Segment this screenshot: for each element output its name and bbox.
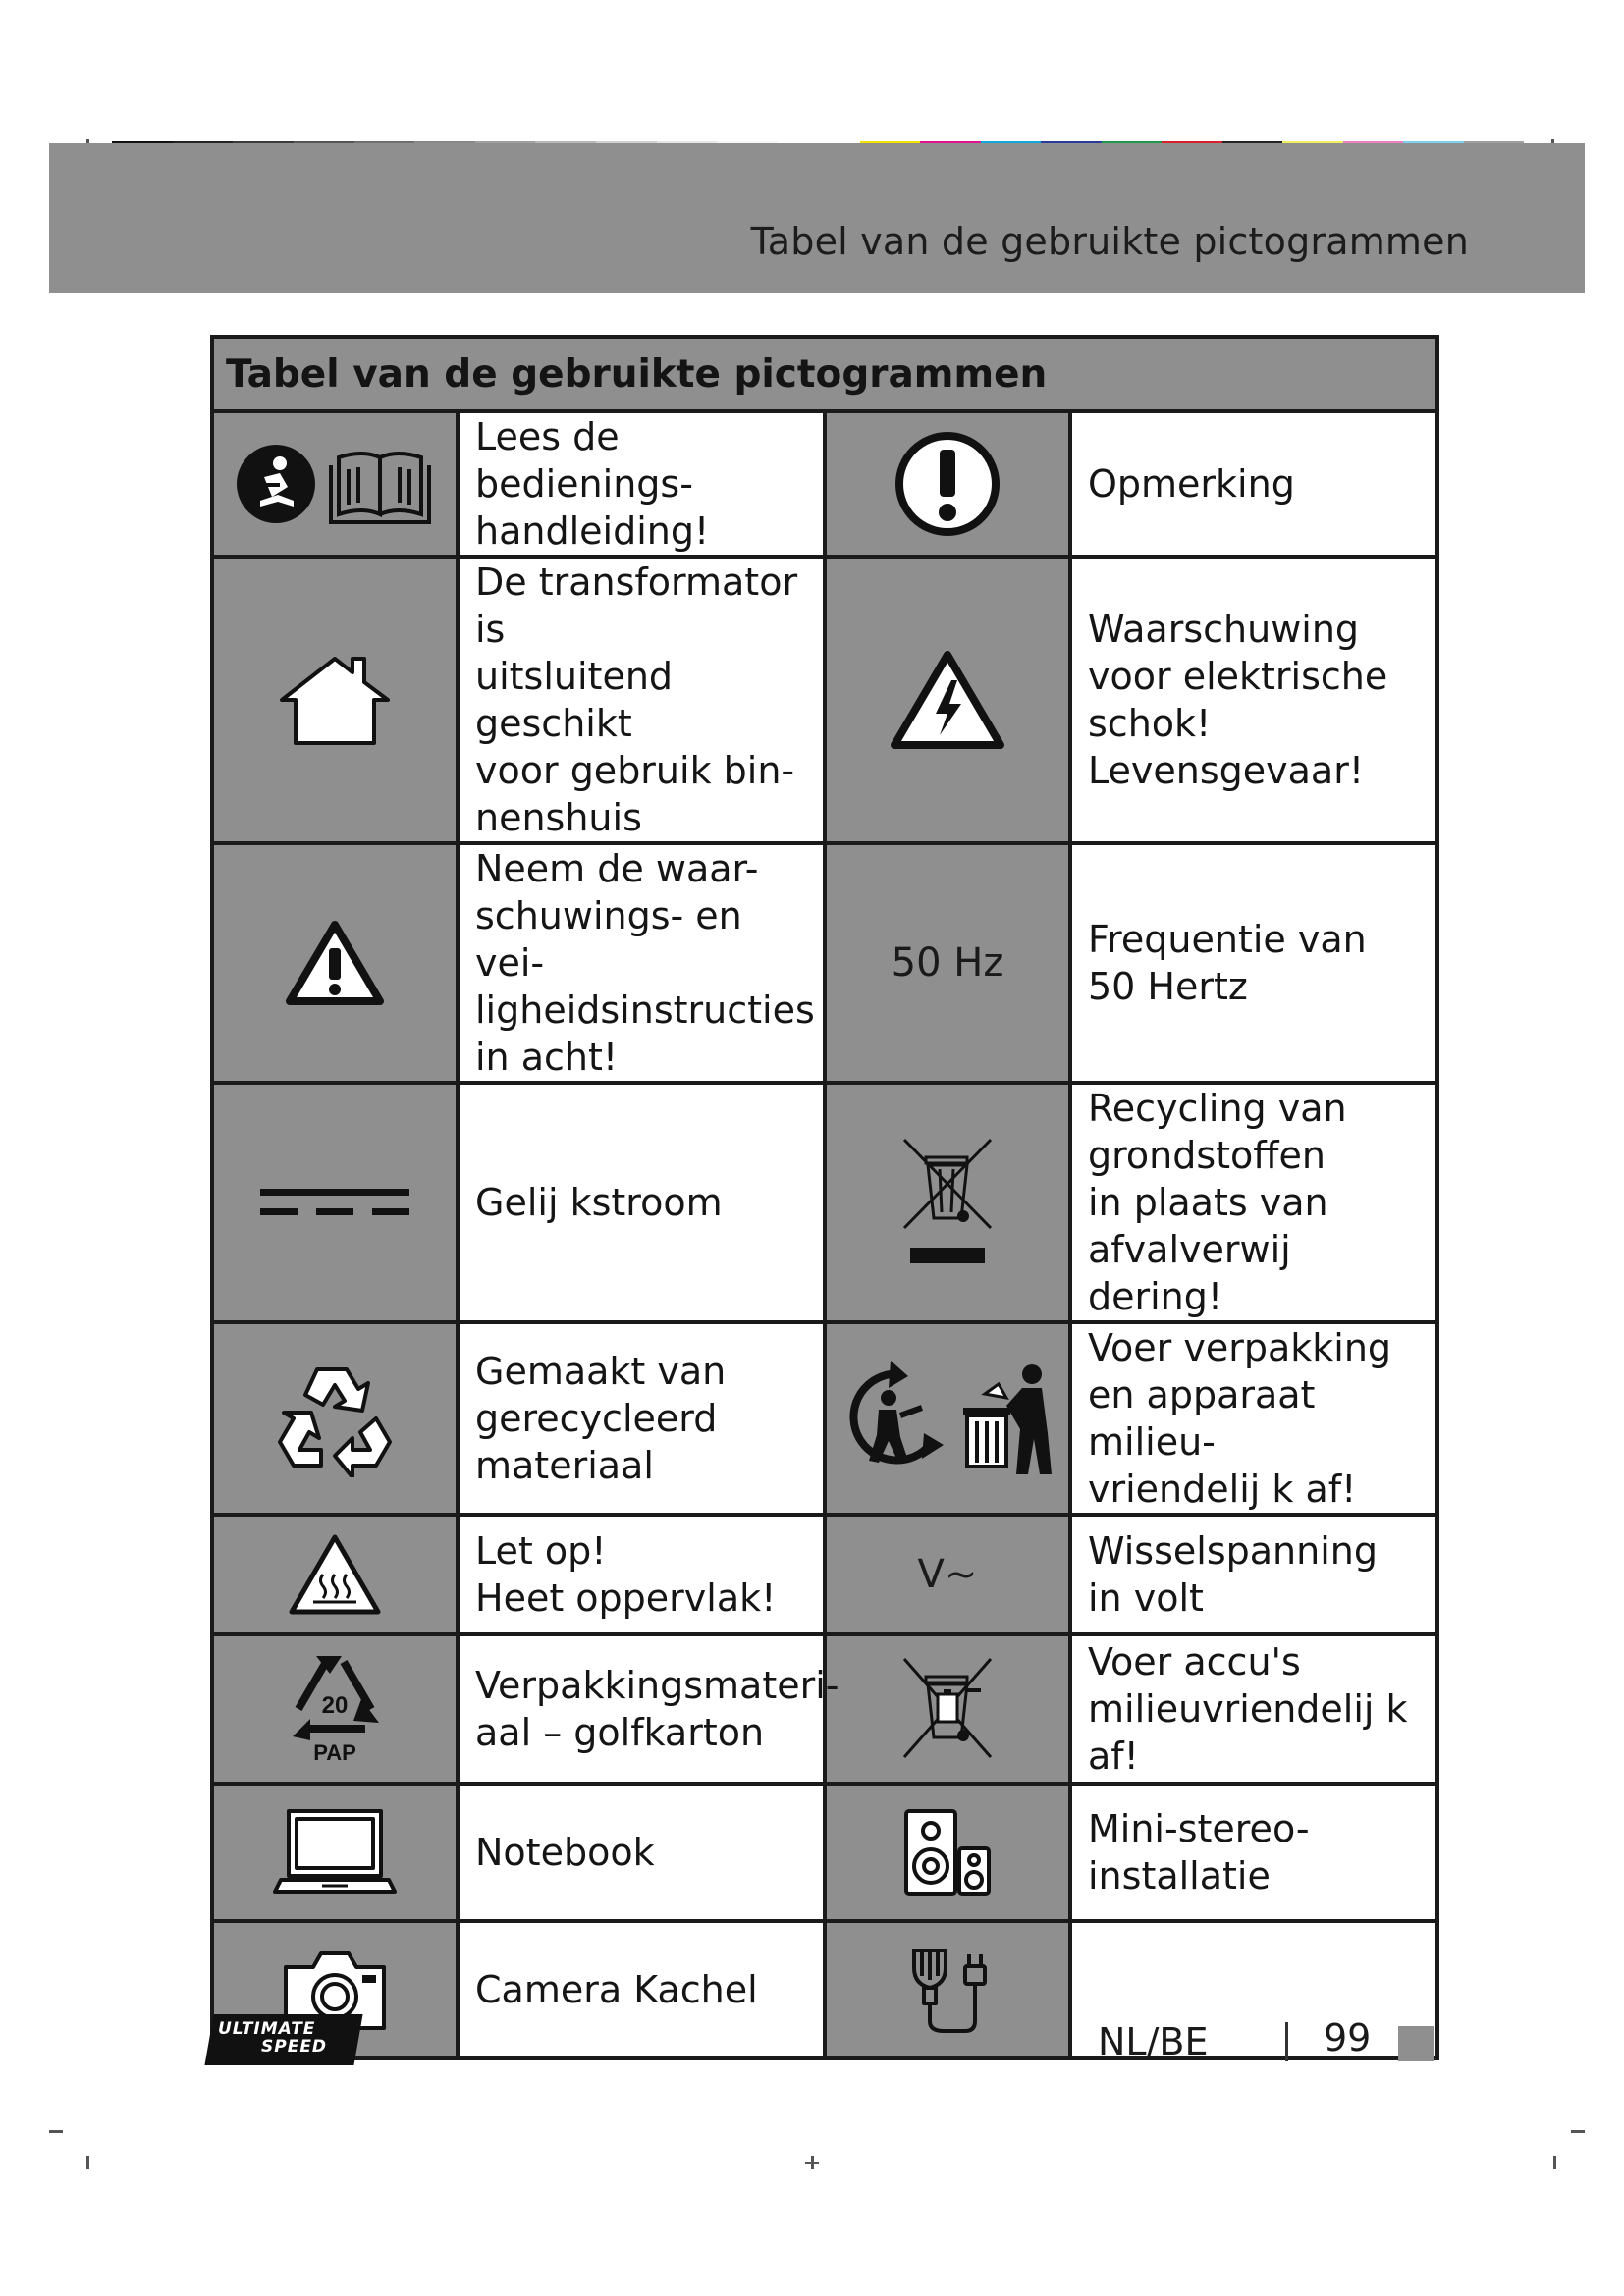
pap-20-recycle-icon: [281, 1650, 389, 1768]
table-row: [212, 843, 1437, 1083]
crop-mark: [805, 2162, 819, 2164]
table-row: [212, 1784, 1437, 1921]
speakers-icon: [900, 1805, 995, 1899]
warning-triangle-icon: [284, 919, 386, 1007]
pictogram-description: Voer accu's milieuvriendelij k af!: [1070, 1634, 1437, 1784]
icon-cell: [212, 1634, 458, 1784]
icon-cell: [212, 1083, 458, 1322]
page-number: 99: [1324, 2016, 1372, 2059]
hot-surface-icon: [286, 1531, 384, 1618]
pictogram-description: Gemaakt van gerecycleerd materiaal: [458, 1322, 825, 1515]
crop-mark: [86, 2156, 89, 2169]
svg-text:PAP: PAP: [313, 1740, 356, 1765]
read-manual-icon: [237, 440, 433, 528]
footer-marker: [1398, 2026, 1434, 2061]
exclamation-circle-icon: [893, 430, 1001, 538]
pictogram-description: Neem de waar- schuwings- en vei- ligheidsinstructies in acht!: [458, 843, 825, 1083]
icon-cell: [212, 843, 458, 1083]
pictogram-description: Recycling van grondstoffen in plaats van afvalverwij dering!: [1070, 1083, 1437, 1322]
pictogram-description: Gelij kstroom: [458, 1083, 825, 1322]
table-row: [212, 557, 1437, 843]
table-row: [212, 1515, 1437, 1634]
pictogram-table: [210, 335, 1439, 2060]
icon-cell: [212, 411, 458, 557]
header-band: [49, 143, 1585, 293]
icon-cell: [212, 1322, 458, 1515]
pictogram-description: De transformator is uitsluitend geschikt voor gebruik bin- nenshuis: [458, 557, 825, 843]
pictogram-description: Let op! Heet oppervlak!: [458, 1515, 825, 1634]
table-row: [212, 411, 1437, 557]
crossed-bin-battery-icon: [898, 1655, 997, 1763]
table-row: [212, 1634, 1437, 1784]
table-row: [212, 1083, 1437, 1322]
svg-text:20: 20: [321, 1692, 349, 1719]
table-title: Tabel van de gebruikte pictogrammen: [212, 337, 1437, 411]
icon-cell: [825, 843, 1070, 1083]
icon-cell: [825, 1634, 1070, 1784]
icon-cell: [825, 557, 1070, 843]
laptop-icon: [271, 1805, 399, 1899]
pictogram-description: Verpakkingsmateri- aal – golfkarton: [458, 1634, 825, 1784]
pictogram-description: Mini-stereo- installatie: [1070, 1784, 1437, 1921]
icon-cell: [825, 1784, 1070, 1921]
pictogram-description: Camera Kachel: [458, 1921, 825, 2058]
house-icon: [276, 651, 394, 749]
direct-current-icon: [256, 1183, 413, 1222]
recycle-arrows-icon: [274, 1360, 396, 1477]
icon-cell: [212, 1784, 458, 1921]
tidyman-recycle-icon: [839, 1355, 1056, 1482]
crossed-bin-bar-icon: [898, 1134, 997, 1271]
pictogram-description: Notebook: [458, 1784, 825, 1921]
crop-mark: [49, 2130, 63, 2133]
pictogram-description: Lees de bedienings- handleiding!: [458, 411, 825, 557]
pictogram-description: Voer verpakking en apparaat milieu- vriendelij k af!: [1070, 1322, 1437, 1515]
electric-shock-warning-icon: [889, 649, 1006, 751]
table-row: [212, 1322, 1437, 1515]
icon-cell: [825, 1921, 1070, 2058]
icon-cell: [825, 411, 1070, 557]
brand-logo-text: ULTIMATE SPEED: [218, 2019, 328, 2056]
footer-language: NL/BE: [1098, 2020, 1209, 2063]
icon-cell: [825, 1322, 1070, 1515]
icon-cell: [825, 1083, 1070, 1322]
icon-cell: [212, 1515, 458, 1634]
heater-plug-icon: [906, 1941, 989, 2039]
icon-cell: [825, 1515, 1070, 1634]
footer-separator: [1285, 2022, 1288, 2061]
pictogram-description: Waarschuwing voor elektrische schok! Levensgevaar!: [1070, 557, 1437, 843]
crop-mark: [1571, 2130, 1585, 2133]
page-header-title: Tabel van de gebruikte pictogrammen: [750, 220, 1469, 263]
pictogram-description: Frequentie van 50 Hertz: [1070, 843, 1437, 1083]
icon-cell: [212, 557, 458, 843]
pictogram-description: Wisselspanning in volt: [1070, 1515, 1437, 1634]
pictogram-description: Opmerking: [1070, 411, 1437, 557]
table-row: [212, 1921, 1437, 2058]
alternating-voltage-label: V~: [917, 1552, 978, 1597]
crop-mark: [1553, 2156, 1556, 2169]
frequency-50hz-label: 50 Hz: [891, 940, 1004, 986]
